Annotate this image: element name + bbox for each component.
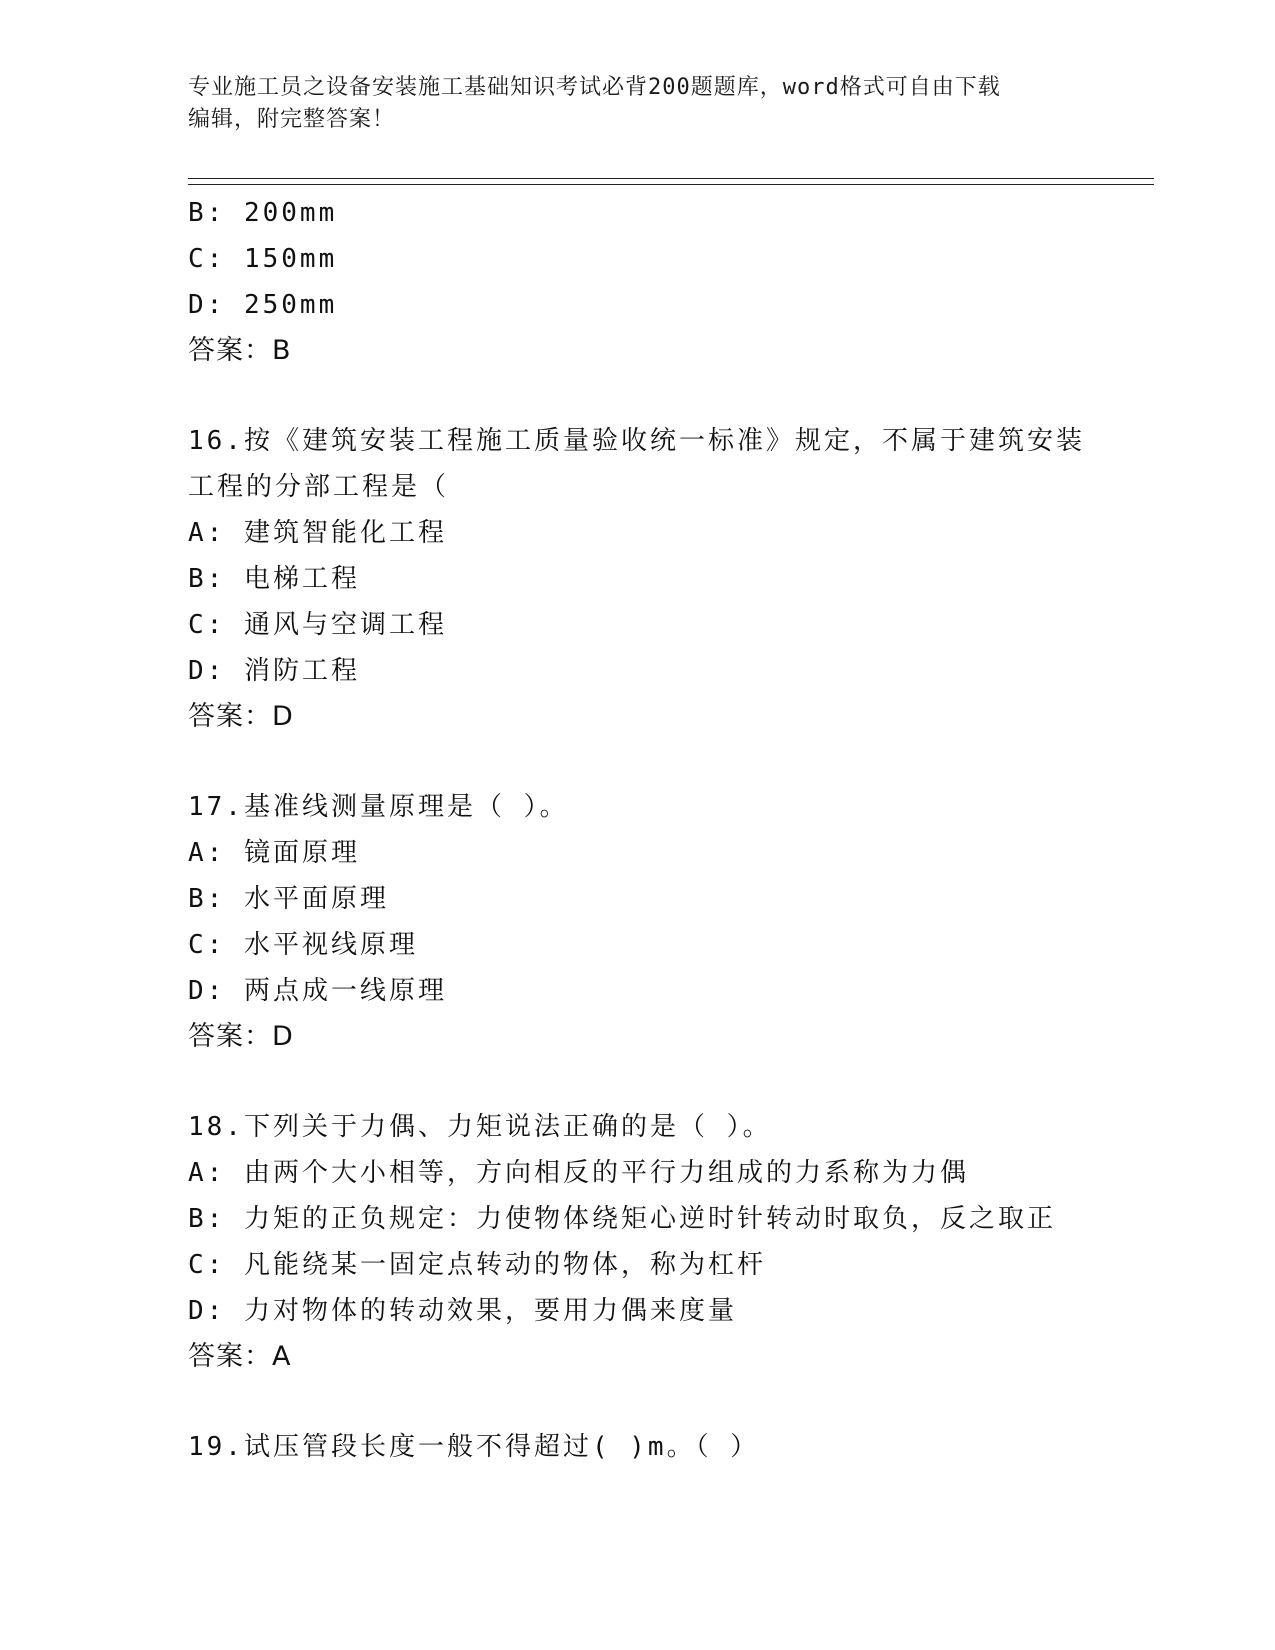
option-d: D: 消防工程 <box>188 656 360 686</box>
header-divider <box>188 178 1154 185</box>
option-a: A: 由两个大小相等，方向相反的平行力组成的力系称为力偶 <box>188 1158 969 1188</box>
option-d: D: 两点成一线原理 <box>188 976 447 1006</box>
question-15 <box>188 190 1088 374</box>
spacer <box>188 374 1088 418</box>
option-a: A: 建筑智能化工程 <box>188 518 447 548</box>
question-18 <box>188 1104 1088 1380</box>
question-list <box>188 190 1088 1470</box>
spacer <box>188 1060 1088 1104</box>
answer: 答案：D <box>188 701 294 732</box>
question-stem-continued: 工程的分部工程是（ <box>188 472 450 502</box>
option-b: B: 水平面原理 <box>188 884 389 914</box>
question-17 <box>188 784 1088 1060</box>
option-b: B: 电梯工程 <box>188 564 360 594</box>
option-b: B: 200mm <box>188 198 338 228</box>
option-c: C: 水平视线原理 <box>188 930 418 960</box>
option-d: D: 力对物体的转动效果，要用力偶来度量 <box>188 1296 737 1326</box>
question-stem: 16.按《建筑安装工程施工质量验收统一标准》规定，不属于建筑安装 <box>188 426 1085 456</box>
option-a: A: 镜面原理 <box>188 838 360 868</box>
option-c: C: 凡能绕某一固定点转动的物体，称为杠杆 <box>188 1250 766 1280</box>
option-c: C: 通风与空调工程 <box>188 610 447 640</box>
answer: 答案：D <box>188 1021 294 1052</box>
question-16 <box>188 418 1088 740</box>
question-stem: 19.试压管段长度一般不得超过( )m。（ ） <box>188 1432 760 1462</box>
answer: 答案：A <box>188 1341 292 1372</box>
option-b: B: 力矩的正负规定：力使物体绕矩心逆时针转动时取负，反之取正 <box>188 1204 1056 1234</box>
header-title-line-2: 编辑，附完整答案！ <box>188 107 396 132</box>
document-header <box>188 72 1088 136</box>
spacer <box>188 1380 1088 1424</box>
spacer <box>188 740 1088 784</box>
question-stem: 18.下列关于力偶、力矩说法正确的是（ ）。 <box>188 1112 772 1142</box>
option-c: C: 150mm <box>188 244 338 274</box>
answer: 答案：B <box>188 335 292 366</box>
option-d: D: 250mm <box>188 290 338 320</box>
question-19 <box>188 1424 1088 1470</box>
question-stem: 17.基准线测量原理是（ ）。 <box>188 792 569 822</box>
header-title-line-1: 专业施工员之设备安装施工基础知识考试必背200题题库，word格式可自由下载 <box>188 75 1001 100</box>
